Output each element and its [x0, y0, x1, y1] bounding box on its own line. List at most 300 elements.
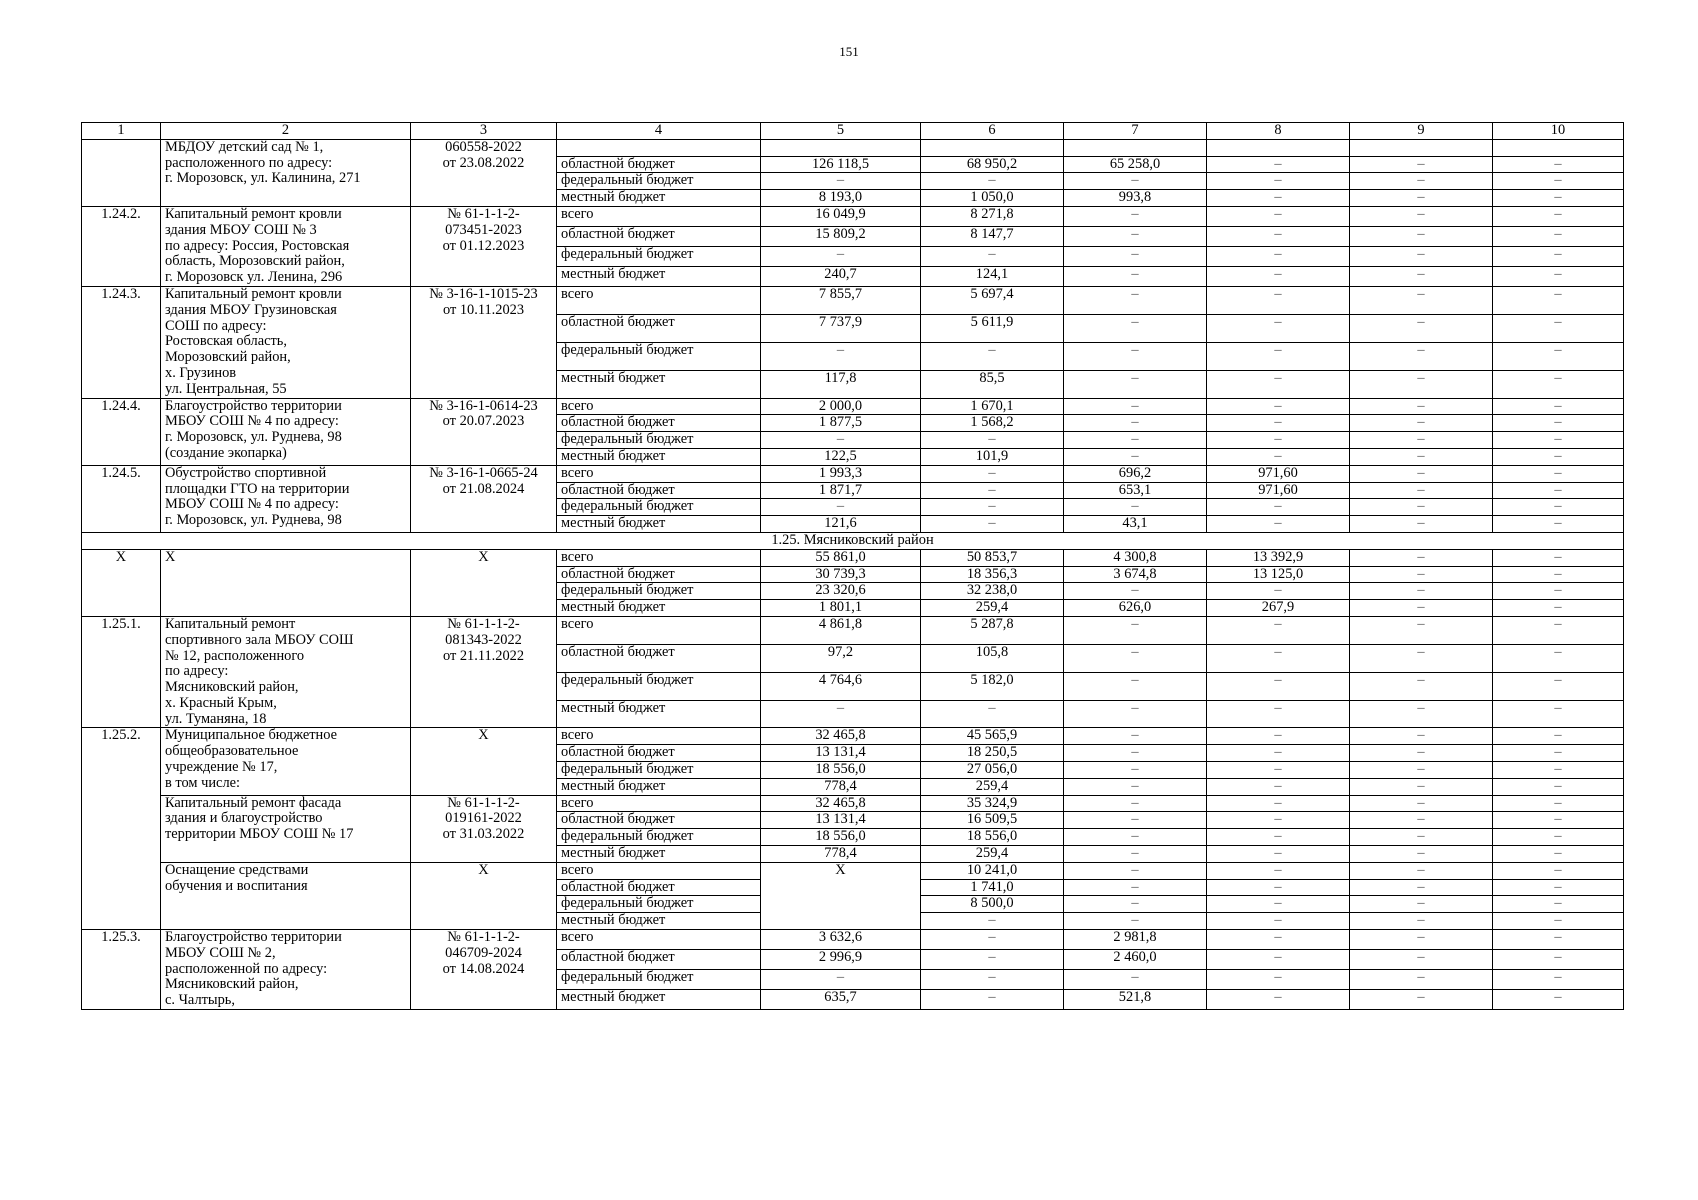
budget-source-cell: областной бюджет: [557, 314, 761, 342]
value-cell: [761, 139, 921, 156]
value-cell: –: [1207, 644, 1350, 672]
section-title: 1.25. Мясниковский район: [82, 532, 1624, 549]
header-cell: 10: [1493, 123, 1624, 140]
value-cell: 993,8: [1064, 190, 1207, 207]
section-row: [82, 532, 1624, 549]
budget-source-cell: всего: [557, 862, 761, 879]
value-cell: –: [1350, 600, 1493, 617]
value-cell: –: [1207, 190, 1350, 207]
value-cell: –: [1350, 415, 1493, 432]
value-cell: 124,1: [921, 266, 1064, 286]
value-cell: 68 950,2: [921, 156, 1064, 173]
value-cell: –: [1350, 644, 1493, 672]
value-cell: –: [1350, 930, 1493, 950]
value-cell: –: [1493, 762, 1624, 779]
value-cell: 13 392,9: [1207, 549, 1350, 566]
value-cell: –: [921, 432, 1064, 449]
value-cell: –: [1493, 930, 1624, 950]
document-cell: № 61-1-1-2- 019161-2022 от 31.03.2022: [411, 795, 557, 862]
value-cell: –: [921, 950, 1064, 970]
value-cell: –: [1350, 286, 1493, 314]
value-cell: –: [1493, 206, 1624, 226]
value-cell: –: [921, 246, 1064, 266]
value-cell: –: [1350, 616, 1493, 644]
value-cell: –: [1064, 644, 1207, 672]
value-cell: 13 131,4: [761, 812, 921, 829]
value-cell: –: [1207, 398, 1350, 415]
value-cell: 18 556,0: [761, 762, 921, 779]
value-cell: –: [1350, 314, 1493, 342]
value-cell: –: [1350, 173, 1493, 190]
value-cell: –: [1493, 583, 1624, 600]
value-cell: –: [1207, 672, 1350, 700]
value-cell: –: [1064, 342, 1207, 370]
value-cell: 27 056,0: [921, 762, 1064, 779]
value-cell: –: [1207, 583, 1350, 600]
row-number-cell: 1.24.4.: [82, 398, 161, 465]
budget-source-cell: [557, 139, 761, 156]
value-cell: 4 861,8: [761, 616, 921, 644]
value-cell: –: [1064, 862, 1207, 879]
value-cell: –: [1350, 846, 1493, 863]
value-cell: –: [1064, 370, 1207, 398]
value-cell: 105,8: [921, 644, 1064, 672]
value-cell: –: [1493, 226, 1624, 246]
budget-source-cell: местный бюджет: [557, 370, 761, 398]
value-cell: –: [1493, 370, 1624, 398]
value-cell: 16 509,5: [921, 812, 1064, 829]
value-cell: –: [1493, 700, 1624, 728]
value-cell: –: [1493, 990, 1624, 1010]
value-cell: 101,9: [921, 448, 1064, 465]
value-cell: –: [1350, 700, 1493, 728]
value-cell: –: [1064, 762, 1207, 779]
value-cell: –: [1064, 896, 1207, 913]
value-cell: –: [1207, 266, 1350, 286]
budget-source-cell: областной бюджет: [557, 415, 761, 432]
table-row: [82, 465, 1624, 482]
value-cell: –: [1064, 913, 1207, 930]
value-cell: –: [1493, 342, 1624, 370]
value-cell: –: [1493, 795, 1624, 812]
value-cell: –: [1493, 190, 1624, 207]
value-cell: 35 324,9: [921, 795, 1064, 812]
budget-source-cell: федеральный бюджет: [557, 173, 761, 190]
object-name-cell: Капитальный ремонт фасада здания и благоустройство территории МБОУ СОШ № 17: [161, 795, 411, 862]
value-cell: –: [1207, 448, 1350, 465]
value-cell: 122,5: [761, 448, 921, 465]
value-cell: 32 238,0: [921, 583, 1064, 600]
value-cell: –: [1064, 846, 1207, 863]
budget-source-cell: федеральный бюджет: [557, 970, 761, 990]
value-cell: –: [1493, 846, 1624, 863]
value-cell: 2 000,0: [761, 398, 921, 415]
value-cell: 259,4: [921, 600, 1064, 617]
value-cell: –: [1493, 173, 1624, 190]
value-cell: –: [1350, 829, 1493, 846]
value-cell: –: [1350, 342, 1493, 370]
value-cell: 5 697,4: [921, 286, 1064, 314]
table-row: [82, 930, 1624, 950]
document-cell: № 3-16-1-0665-24 от 21.08.2024: [411, 465, 557, 532]
value-cell: –: [921, 700, 1064, 728]
document-cell: X: [411, 549, 557, 616]
value-cell: –: [1350, 226, 1493, 246]
value-cell: –: [1493, 616, 1624, 644]
value-cell: 1 877,5: [761, 415, 921, 432]
value-cell: –: [1064, 398, 1207, 415]
value-cell: –: [1207, 829, 1350, 846]
value-cell: –: [1493, 448, 1624, 465]
value-cell: –: [761, 246, 921, 266]
value-cell: 10 241,0: [921, 862, 1064, 879]
value-cell: –: [1350, 778, 1493, 795]
table-row: [82, 549, 1624, 566]
budget-source-cell: местный бюджет: [557, 190, 761, 207]
value-cell: –: [1493, 465, 1624, 482]
budget-source-cell: местный бюджет: [557, 913, 761, 930]
value-cell: 16 049,9: [761, 206, 921, 226]
value-cell: –: [1064, 246, 1207, 266]
value-cell: –: [1207, 778, 1350, 795]
header-cell: 8: [1207, 123, 1350, 140]
value-cell: 121,6: [761, 516, 921, 533]
document-cell: X: [411, 728, 557, 795]
value-cell: –: [1207, 762, 1350, 779]
value-cell: –: [1064, 795, 1207, 812]
value-cell: –: [1350, 879, 1493, 896]
budget-source-cell: всего: [557, 616, 761, 644]
budget-source-cell: федеральный бюджет: [557, 762, 761, 779]
value-cell: [1493, 139, 1624, 156]
value-cell: [1207, 139, 1350, 156]
value-cell: 32 465,8: [761, 795, 921, 812]
value-cell: –: [1207, 173, 1350, 190]
value-cell: 3 632,6: [761, 930, 921, 950]
table-row: [82, 206, 1624, 226]
row-number-cell: 1.24.2.: [82, 206, 161, 286]
value-cell: –: [1350, 432, 1493, 449]
value-cell: –: [1064, 812, 1207, 829]
object-name-cell: Капитальный ремонт спортивного зала МБОУ СОШ № 12, расположенного по адресу: Мясниковский район, х. Красный Крым, ул. Туманяна, 18: [161, 616, 411, 728]
value-cell: –: [1207, 950, 1350, 970]
value-cell: –: [1207, 812, 1350, 829]
budget-source-cell: местный бюджет: [557, 846, 761, 863]
value-cell: 1 670,1: [921, 398, 1064, 415]
value-cell: 1 050,0: [921, 190, 1064, 207]
value-cell: –: [761, 970, 921, 990]
value-cell: 259,4: [921, 846, 1064, 863]
value-cell: 23 320,6: [761, 583, 921, 600]
value-cell: –: [1350, 728, 1493, 745]
value-cell: –: [921, 173, 1064, 190]
budget-source-cell: местный бюджет: [557, 778, 761, 795]
value-cell: 8 271,8: [921, 206, 1064, 226]
header-cell: 5: [761, 123, 921, 140]
value-cell: –: [1350, 482, 1493, 499]
value-cell: [921, 139, 1064, 156]
budget-source-cell: местный бюджет: [557, 266, 761, 286]
value-cell: –: [761, 342, 921, 370]
value-cell: –: [1064, 672, 1207, 700]
row-number-cell: 1.25.3.: [82, 930, 161, 1010]
value-cell: 97,2: [761, 644, 921, 672]
value-cell: 4 300,8: [1064, 549, 1207, 566]
value-cell: –: [1207, 246, 1350, 266]
value-cell: 65 258,0: [1064, 156, 1207, 173]
value-cell: –: [1493, 672, 1624, 700]
object-name-cell: Оснащение средствами обучения и воспитания: [161, 862, 411, 929]
value-cell: –: [1493, 499, 1624, 516]
value-cell: –: [761, 499, 921, 516]
value-cell: –: [1064, 879, 1207, 896]
value-cell: –: [1350, 745, 1493, 762]
document-cell: № 3-16-1-0614-23 от 20.07.2023: [411, 398, 557, 465]
value-cell: –: [1064, 266, 1207, 286]
header-cell: 1: [82, 123, 161, 140]
value-cell: 1 993,3: [761, 465, 921, 482]
value-cell: –: [1493, 549, 1624, 566]
value-cell: 778,4: [761, 778, 921, 795]
object-name-cell: X: [161, 549, 411, 616]
document-cell: № 61-1-1-2- 046709-2024 от 14.08.2024: [411, 930, 557, 1010]
value-cell: –: [1350, 190, 1493, 207]
value-cell: 13 125,0: [1207, 566, 1350, 583]
value-cell: –: [761, 432, 921, 449]
value-cell: –: [1350, 950, 1493, 970]
budget-source-cell: местный бюджет: [557, 516, 761, 533]
value-cell: –: [1350, 812, 1493, 829]
value-cell: 4 764,6: [761, 672, 921, 700]
value-cell: 18 356,3: [921, 566, 1064, 583]
value-cell: 2 981,8: [1064, 930, 1207, 950]
value-cell: 50 853,7: [921, 549, 1064, 566]
value-cell: –: [1493, 600, 1624, 617]
value-cell: –: [1350, 370, 1493, 398]
value-cell: 1 871,7: [761, 482, 921, 499]
value-cell: –: [1493, 286, 1624, 314]
value-cell: 5 287,8: [921, 616, 1064, 644]
value-cell: –: [1350, 206, 1493, 226]
budget-source-cell: всего: [557, 465, 761, 482]
value-cell: –: [1207, 745, 1350, 762]
header-cell: 4: [557, 123, 761, 140]
budget-source-cell: местный бюджет: [557, 700, 761, 728]
value-cell: –: [1064, 970, 1207, 990]
value-cell: 653,1: [1064, 482, 1207, 499]
value-cell: –: [1493, 778, 1624, 795]
budget-source-cell: областной бюджет: [557, 879, 761, 896]
value-cell: –: [921, 990, 1064, 1010]
value-cell: –: [1493, 879, 1624, 896]
budget-source-cell: областной бюджет: [557, 226, 761, 246]
value-cell: 55 861,0: [761, 549, 921, 566]
table-row: [82, 286, 1624, 314]
value-cell: –: [921, 482, 1064, 499]
value-cell: 3 674,8: [1064, 566, 1207, 583]
value-cell: 635,7: [761, 990, 921, 1010]
value-cell: –: [1493, 644, 1624, 672]
value-cell: –: [1493, 896, 1624, 913]
value-cell: –: [1207, 930, 1350, 950]
value-cell: –: [1350, 499, 1493, 516]
page-number: 151: [839, 44, 859, 59]
value-cell: 8 147,7: [921, 226, 1064, 246]
value-cell: –: [1207, 516, 1350, 533]
value-cell: –: [1207, 862, 1350, 879]
document-cell: № 61-1-1-2- 073451-2023 от 01.12.2023: [411, 206, 557, 286]
value-cell: –: [1207, 846, 1350, 863]
value-cell: 5 182,0: [921, 672, 1064, 700]
value-cell: –: [1350, 762, 1493, 779]
value-cell: –: [1064, 778, 1207, 795]
value-cell: –: [1350, 448, 1493, 465]
value-cell: –: [1207, 432, 1350, 449]
value-cell: –: [1207, 990, 1350, 1010]
value-cell: –: [921, 913, 1064, 930]
value-cell: 18 556,0: [761, 829, 921, 846]
value-cell: –: [1350, 566, 1493, 583]
value-cell: –: [1064, 583, 1207, 600]
value-cell: 117,8: [761, 370, 921, 398]
value-cell: –: [1493, 913, 1624, 930]
value-cell: –: [1207, 879, 1350, 896]
budget-source-cell: областной бюджет: [557, 156, 761, 173]
value-cell: –: [1493, 156, 1624, 173]
value-cell: –: [1207, 156, 1350, 173]
header-cell: 9: [1350, 123, 1493, 140]
header-cell: 6: [921, 123, 1064, 140]
value-cell: –: [1207, 616, 1350, 644]
table-row: [82, 795, 1624, 812]
value-cell: –: [1064, 286, 1207, 314]
budget-table: [81, 122, 1624, 1010]
value-cell: 626,0: [1064, 600, 1207, 617]
budget-source-cell: местный бюджет: [557, 990, 761, 1010]
value-cell: –: [1493, 516, 1624, 533]
budget-source-cell: областной бюджет: [557, 566, 761, 583]
value-cell: –: [1493, 246, 1624, 266]
value-cell: –: [921, 342, 1064, 370]
header-cell: 7: [1064, 123, 1207, 140]
value-cell: 126 118,5: [761, 156, 921, 173]
table-row: [82, 139, 1624, 156]
value-cell: 1 801,1: [761, 600, 921, 617]
value-cell: –: [1207, 913, 1350, 930]
value-cell: –: [1493, 566, 1624, 583]
header-cell: 3: [411, 123, 557, 140]
header-row: [82, 123, 1624, 140]
budget-source-cell: областной бюджет: [557, 950, 761, 970]
value-cell: –: [1064, 829, 1207, 846]
value-cell: 32 465,8: [761, 728, 921, 745]
value-cell: –: [1064, 226, 1207, 246]
table-row: [82, 616, 1624, 644]
budget-source-cell: федеральный бюджет: [557, 583, 761, 600]
value-cell: –: [1350, 583, 1493, 600]
value-cell: –: [1350, 398, 1493, 415]
value-cell: –: [1207, 896, 1350, 913]
value-cell: 8 193,0: [761, 190, 921, 207]
value-cell: –: [1207, 415, 1350, 432]
table-row: [82, 728, 1624, 745]
value-cell: –: [1493, 482, 1624, 499]
value-cell: –: [921, 930, 1064, 950]
budget-source-cell: местный бюджет: [557, 600, 761, 617]
budget-source-cell: областной бюджет: [557, 644, 761, 672]
budget-source-cell: областной бюджет: [557, 745, 761, 762]
value-cell: –: [1493, 432, 1624, 449]
value-cell: –: [1493, 970, 1624, 990]
value-cell: –: [1064, 448, 1207, 465]
value-cell: –: [1350, 970, 1493, 990]
budget-source-cell: всего: [557, 549, 761, 566]
value-cell: 696,2: [1064, 465, 1207, 482]
value-cell: –: [1493, 862, 1624, 879]
row-number-cell: 1.25.2.: [82, 728, 161, 930]
value-cell: 7 855,7: [761, 286, 921, 314]
budget-source-cell: федеральный бюджет: [557, 499, 761, 516]
value-cell: –: [1493, 728, 1624, 745]
value-cell: –: [1064, 173, 1207, 190]
value-cell: –: [1064, 745, 1207, 762]
budget-source-cell: федеральный бюджет: [557, 246, 761, 266]
value-cell: –: [1064, 728, 1207, 745]
value-cell: –: [761, 700, 921, 728]
value-cell: –: [1064, 700, 1207, 728]
value-cell: –: [1350, 896, 1493, 913]
value-cell: –: [1064, 432, 1207, 449]
value-cell: 18 556,0: [921, 829, 1064, 846]
value-cell: –: [1350, 913, 1493, 930]
value-cell: –: [1207, 370, 1350, 398]
value-cell: –: [761, 173, 921, 190]
value-cell: –: [1493, 398, 1624, 415]
value-cell: 2 460,0: [1064, 950, 1207, 970]
value-cell: 521,8: [1064, 990, 1207, 1010]
value-cell: –: [921, 499, 1064, 516]
object-name-cell: Обустройство спортивной площадки ГТО на территории МБОУ СОШ № 4 по адресу: г. Морозовск, ул. Руднева, 98: [161, 465, 411, 532]
value-cell: 971,60: [1207, 465, 1350, 482]
value-cell: [1350, 139, 1493, 156]
row-number-cell: [82, 139, 161, 206]
value-cell: –: [1207, 499, 1350, 516]
budget-source-cell: местный бюджет: [557, 448, 761, 465]
budget-source-cell: федеральный бюджет: [557, 342, 761, 370]
value-cell: –: [1207, 286, 1350, 314]
value-cell: –: [1207, 795, 1350, 812]
value-cell: –: [1207, 342, 1350, 370]
document-cell: 060558-2022 от 23.08.2022: [411, 139, 557, 206]
row-number-cell: 1.24.5.: [82, 465, 161, 532]
value-cell: 2 996,9: [761, 950, 921, 970]
value-cell: –: [1350, 516, 1493, 533]
budget-source-cell: всего: [557, 286, 761, 314]
budget-source-cell: всего: [557, 398, 761, 415]
value-cell: 7 737,9: [761, 314, 921, 342]
row-number-cell: 1.25.1.: [82, 616, 161, 728]
value-cell: –: [1493, 314, 1624, 342]
value-cell: 5 611,9: [921, 314, 1064, 342]
value-cell: 267,9: [1207, 600, 1350, 617]
document-cell: № 3-16-1-1015-23 от 10.11.2023: [411, 286, 557, 398]
value-cell: –: [1207, 206, 1350, 226]
value-cell: –: [1207, 970, 1350, 990]
value-cell: –: [1350, 862, 1493, 879]
value-cell: –: [1207, 226, 1350, 246]
budget-source-cell: областной бюджет: [557, 482, 761, 499]
value-cell: –: [1207, 314, 1350, 342]
